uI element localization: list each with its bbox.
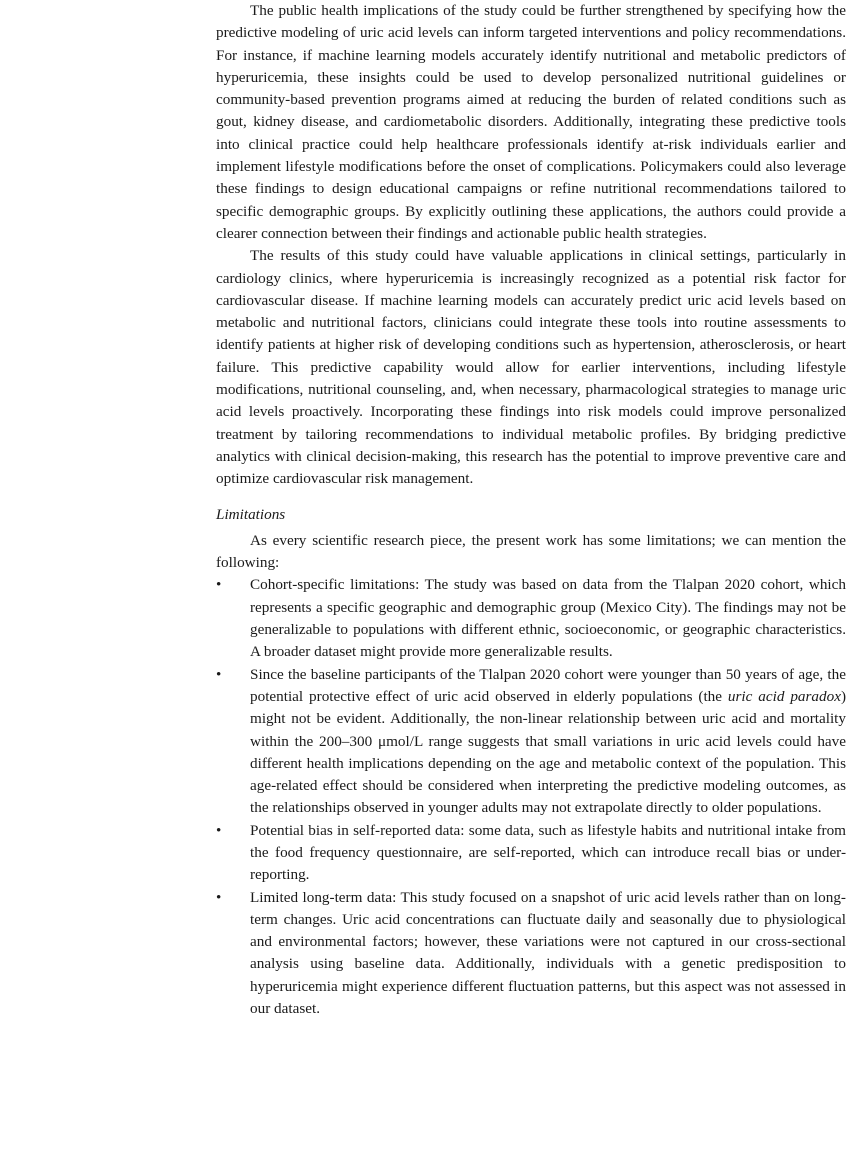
limitations-list (216, 574, 846, 1020)
list-item-text-after: ) might not be evident. Additionally, the non-linear relationship between uric acid and mortality within the 200–300 μmol/L range suggests that small variations in uric acid levels could have different health implications depending on the age and metabolic context of the population. This age-related effect should be considered when interpreting the predictive modeling outcomes, as the relationships observed in younger adults may not extrapolate directly to older populations. (250, 687, 847, 817)
list-item-text (250, 666, 846, 817)
paragraph-public-health: The public health implications of the study could be further strengthened by specifying how the predictive modeling of uric acid levels can inform targeted interventions and policy recommendations. For instance, if machine learning models accurately identify nutritional and metabolic predictors of hyperuricemia, these insights could be used to develop personalized nutritional guidelines or community-based prevention programs aimed at reducing the burden of related conditions such as gout, kidney disease, and cardiometabolic disorders. Additionally, integrating these predictive tools into clinical practice could help healthcare professionals identify at-risk individuals earlier and implement lifestyle modifications before the onset of complications. Policymakers could also leverage these findings to design educational campaigns or refine nutritional recommendations tailored to specific demographic groups. By explicitly outlining these applications, the authors could provide a clearer connection between their findings and actionable public health strategies. (216, 2, 846, 242)
section-heading-limitations: Limitations (216, 505, 286, 523)
list-item (216, 574, 846, 663)
list-item-text: Limited long-term data: This study focused on a snapshot of uric acid levels rather than on long-term changes. Uric acid concentrations can fluctuate daily and seasonally due to physiological and environmental factors; however, these variations were not captured in our cross-sectional analysis using baseline data. Additionally, individuals with a genetic predisposition to hyperuricemia might experience different fluctuation patterns, but this aspect was not assessed in our dataset. (250, 888, 846, 1018)
list-item-text: Potential bias in self-reported data: some data, such as lifestyle habits and nutritional intake from the food frequency questionnaire, are self-reported, which can introduce recall bias or under-reporting. (250, 821, 846, 884)
bullet-icon: • (216, 665, 222, 683)
list-item (216, 820, 846, 887)
paragraph-clinical-applications: The results of this study could have valuable applications in clinical settings, particularly in cardiology clinics, where hyperuricemia is increasingly recognized as a potential risk factor for cardiovascular disease. If machine learning models can accurately predict uric acid levels based on metabolic and nutritional factors, clinicians could integrate these tools into routine assessments to identify patients at higher risk of developing conditions such as hypertension, atherosclerosis, or heart failure. This predictive capability would allow for earlier interventions, including lifestyle modifications, nutritional counseling, and, when necessary, pharmacological strategies to manage uric acid levels proactively. Incorporating these findings into risk models could improve personalized treatment by tailoring recommendations to individual metabolic profiles. By bridging predictive analytics with clinical decision-making, this research has the potential to improve preventive care and optimize cardiovascular risk management. (216, 247, 846, 488)
list-item-text-before: Since the baseline participants of the Tlalpan 2020 cohort were younger than 50 years of age, the potential protective effect of uric acid observed in elderly populations (the (250, 665, 846, 705)
body-column (216, 0, 846, 1020)
bullet-icon: • (216, 888, 222, 906)
bullet-icon: • (216, 576, 222, 594)
list-item-text: Cohort-specific limitations: The study was based on data from the Tlalpan 2020 cohort, which represents a specific geographic and demographic group (Mexico City). The findings may not be generalizable to populations with different ethnic, socioeconomic, or geographic characteristics. A broader dataset might provide more generalizable results. (250, 576, 846, 661)
italic-term-uric-acid-paradox: uric acid paradox (727, 687, 841, 705)
bullet-icon: • (216, 821, 222, 839)
list-item (216, 887, 846, 1021)
limitations-intro: As every scientific research piece, the present work has some limitations; we can mention the following: (216, 531, 846, 572)
list-item (216, 664, 846, 820)
